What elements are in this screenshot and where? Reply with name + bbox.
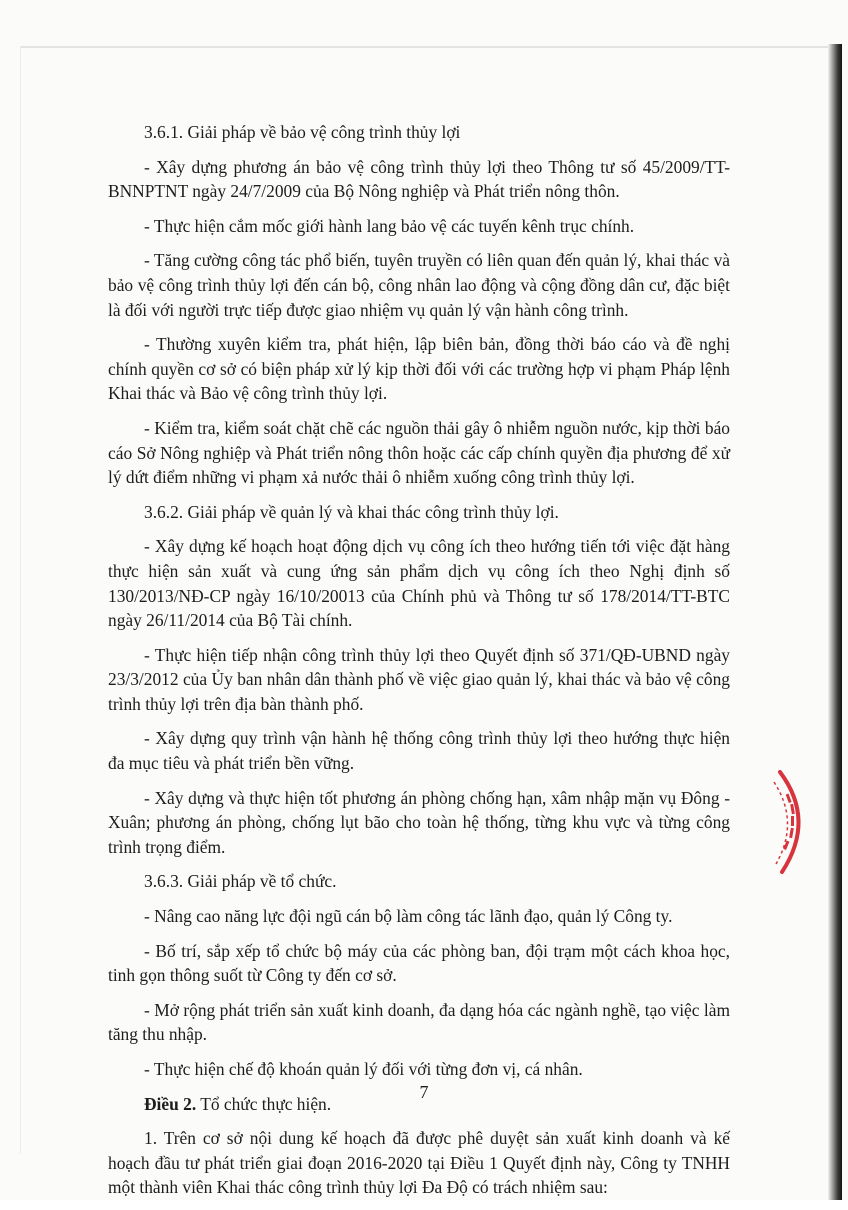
page-edge-top bbox=[20, 46, 830, 48]
paragraph: - Xây dựng phương án bảo vệ công trình thủy lợi theo Thông tư số 45/2009/TT-BNNPTNT ngày 24/7/2009 của Bộ Nông nghiệp và Phát triển nông thôn. bbox=[108, 156, 730, 202]
section-heading-3-6-3: 3.6.3. Giải pháp về tổ chức. bbox=[144, 871, 337, 892]
paragraph: - Thường xuyên kiểm tra, phát hiện, lập biên bản, đồng thời báo cáo và đề nghị chính quyền cơ sở có biện pháp xử lý kịp thời đối với các trường hợp vi phạm Pháp lệnh Khai thác và Bảo vệ công trình thủy lợi. bbox=[108, 334, 730, 404]
paragraph: - Thực hiện chế độ khoán quản lý đối với từng đơn vị, cá nhân. bbox=[144, 1059, 583, 1079]
page-edge-left bbox=[20, 46, 21, 1154]
paragraph: - Xây dựng quy trình vận hành hệ thống công trình thủy lợi theo hướng thực hiện đa mục tiêu và phát triển bền vững. bbox=[108, 728, 730, 774]
paragraph: - Xây dựng và thực hiện tốt phương án phòng chống hạn, xâm nhập mặn vụ Đông - Xuân; phương án phòng, chống lụt bão cho toàn hệ thống, từng khu vực và từng công trình trọng điểm. bbox=[108, 787, 730, 857]
section-heading-3-6-1: 3.6.1. Giải pháp về bảo vệ công trình thủy lợi bbox=[144, 122, 461, 142]
article-2-title: Tổ chức thực hiện. bbox=[196, 1093, 332, 1114]
page-edge-right-shadow bbox=[828, 44, 842, 1200]
paragraph: - Tăng cường công tác phổ biến, tuyên truyền có liên quan đến quản lý, khai thác và bảo vệ công trình thủy lợi đến cán bộ, công nhân lao động và cộng đồng dân cư, đặc biệt là đối với người trực tiếp được giao nhiệm vụ quản lý vận hành công trình. bbox=[108, 250, 730, 320]
paragraph: - Nâng cao năng lực đội ngũ cán bộ làm công tác lãnh đạo, quản lý Công ty. bbox=[144, 906, 673, 927]
paragraph: 1. Trên cơ sở nội dung kế hoạch đã được phê duyệt sản xuất kinh doanh và kế hoạch đầu tư phát triển giai đoạn 2016-2020 tại Điều 1 Quyết định này, Công ty TNHH một thành viên Khai thác công trình thủy lợi Đa Độ có trách nhiệm sau: bbox=[108, 1128, 730, 1198]
paragraph: - Bố trí, sắp xếp tổ chức bộ máy của các phòng ban, đội trạm một cách khoa học, tinh gọn thông suốt từ Công ty đến cơ sở. bbox=[108, 940, 730, 986]
article-2-label: Điều 2. bbox=[144, 1093, 197, 1114]
page-number: 7 bbox=[419, 1082, 429, 1102]
paragraph: - Thực hiện tiếp nhận công trình thủy lợi theo Quyết định số 371/QĐ-UBND ngày 23/3/2012 của Ủy ban nhân dân thành phố về việc giao quản lý, khai thác và bảo vệ công trình thủy lợi trên địa bàn thành phố. bbox=[108, 644, 730, 714]
paragraph: - Thực hiện cắm mốc giới hành lang bảo vệ các tuyến kênh trục chính. bbox=[144, 215, 635, 236]
paragraph: - Mở rộng phát triển sản xuất kinh doanh, đa dạng hóa các ngành nghề, tạo việc làm tăng thu nhập. bbox=[108, 999, 730, 1045]
red-seal-stamp-fragment bbox=[770, 768, 820, 876]
document-body bbox=[108, 120, 730, 1210]
paragraph: - Kiểm tra, kiểm soát chặt chẽ các nguồn thải gây ô nhiễm nguồn nước, kịp thời báo cáo Sở Nông nghiệp và Phát triển nông thôn hoặc các cấp chính quyền địa phương để xử lý dứt điểm những vi phạm xả nước thải ô nhiễm xuống công trình thủy lợi. bbox=[108, 417, 730, 488]
paragraph: - Xây dựng kế hoạch hoạt động dịch vụ công ích theo hướng tiến tới việc đặt hàng thực hiện sản xuất và cung ứng sản phẩm dịch vụ công ích theo Nghị định số 130/2013/NĐ-CP ngày 16/10/20013 của Chính phủ và Thông tư số 178/2014/TT-BTC ngày 26/11/2014 của Bộ Tài chính. bbox=[108, 536, 730, 631]
section-heading-3-6-2: 3.6.2. Giải pháp về quản lý và khai thác công trình thủy lợi. bbox=[144, 501, 559, 522]
